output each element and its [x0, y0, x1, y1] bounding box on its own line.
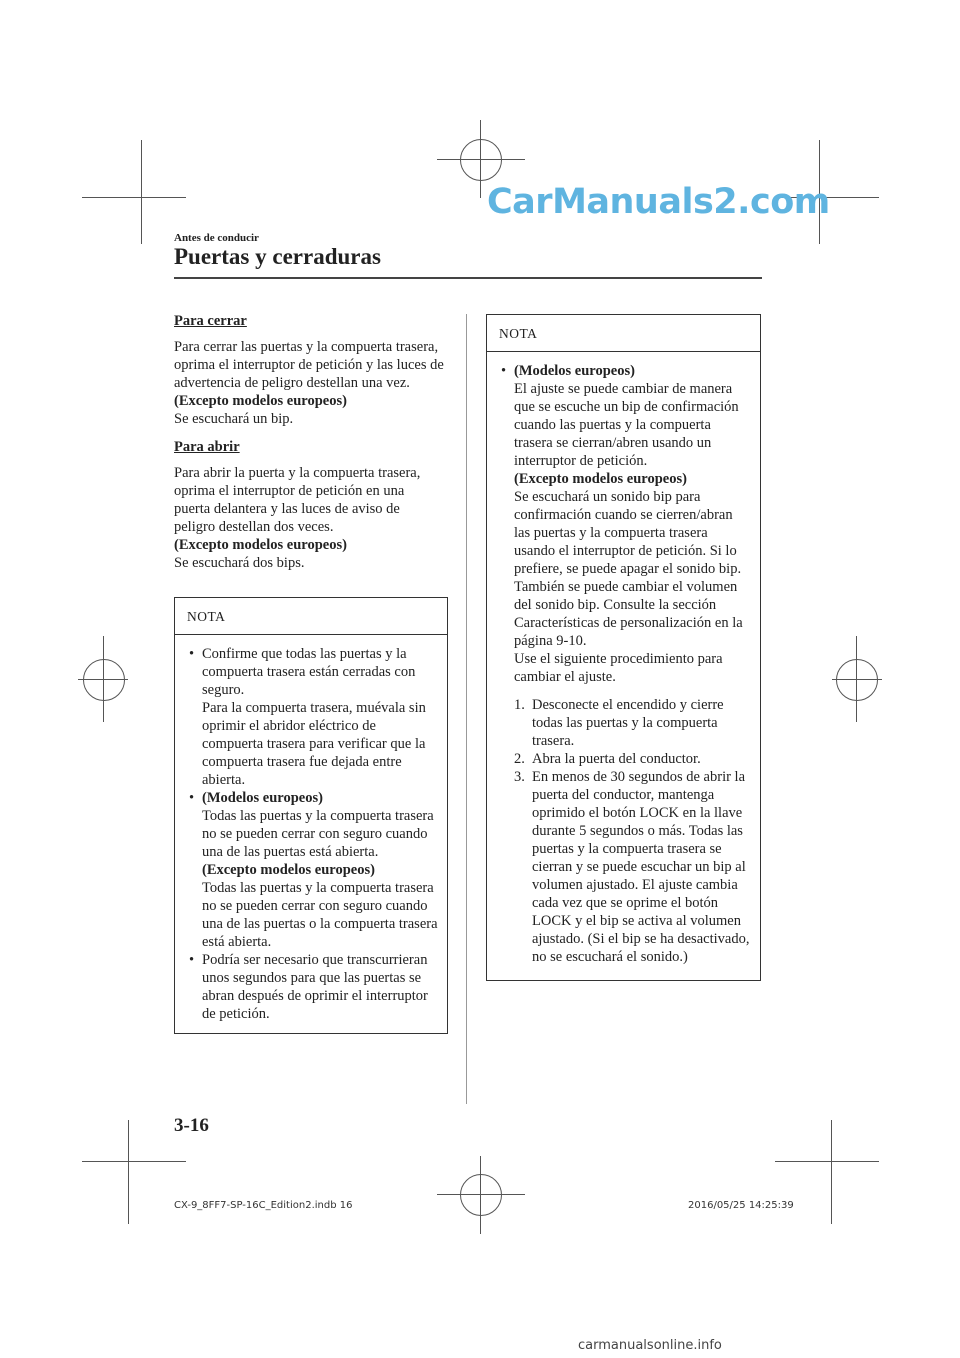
step-text: En menos de 30 segundos de abrir la puerta del conductor, mantenga oprimido el botón LOCK en la llave durante 5 segundos o más. Todas las puertas y la compuerta trasera se cierran y se puede escuchar un bip al volumen ajustado. El ajuste cambia cada vez que se oprime el botón LOCK y el bip se activa al volumen ajustado. (Si el bip se ha desactivado, no se escuchará el sonido.) [532, 769, 750, 965]
close-text: Para cerrar las puertas y la compuerta trasera, oprima el interruptor de petición y las luces de advertencia de peligro destellan una vez. [174, 339, 444, 391]
note-bullet-item [187, 645, 439, 789]
step-number: 3. [514, 769, 525, 785]
close-bold: (Excepto modelos europeos) [174, 393, 347, 409]
note-text: Todas las puertas y la compuerta trasera no se pueden cerrar con seguro cuando una de las puertas o la compuerta trasera está abierta. [202, 880, 438, 950]
open-heading: Para abrir [174, 439, 240, 455]
footer-file-info: CX-9_8FF7-SP-16C_Edition2.indb 16 [174, 1200, 353, 1211]
note-text: Todas las puertas y la compuerta trasera no se pueden cerrar con seguro cuando una de las puertas está abierta. [202, 808, 434, 860]
watermark-logo: CarManuals2.com [487, 182, 830, 222]
header-rule [174, 277, 762, 279]
note-title: NOTA [175, 598, 447, 635]
footer-date-info: 2016/05/25 14:25:39 [688, 1200, 794, 1211]
note-text: Confirme que todas las puertas y la compuerta trasera están cerradas con seguro. [202, 646, 416, 698]
step-item [514, 750, 752, 768]
note-text: Se escuchará un sonido bip para confirmación cuando se cierren/abran las puertas y la compuerta trasera usando el interruptor de petición. Si lo prefiere, se puede apagar el sonido bip. [514, 489, 742, 577]
open-text: Para abrir la puerta y la compuerta trasera, oprima el interruptor de petición en una puerta delantera y las luces de aviso de peligro destellan dos veces. [174, 465, 421, 535]
section-label: Antes de conducir [174, 232, 259, 244]
bullet-dot: • [501, 363, 507, 379]
step-item [514, 768, 752, 966]
page-title: Puertas y cerraduras [174, 244, 381, 269]
step-item [514, 696, 752, 750]
step-text: Abra la puerta del conductor. [532, 751, 701, 767]
note-box-2 [486, 314, 761, 981]
note-bullet-item [499, 362, 752, 966]
note-bullet-item [187, 951, 439, 1023]
note-title: NOTA [487, 315, 760, 352]
note-box-1 [174, 597, 448, 1034]
step-text: Desconecte el encendido y cierre todas las puertas y la compuerta trasera. [532, 697, 724, 749]
steps-list [514, 696, 752, 966]
step-number: 2. [514, 751, 525, 767]
note-text: Use el siguiente procedimiento para cambiar el ajuste. [514, 651, 723, 685]
bullet-dot: • [189, 646, 195, 662]
note-bold: (Excepto modelos europeos) [514, 471, 687, 487]
open-bold: (Excepto modelos europeos) [174, 537, 347, 553]
note-bullet-item [187, 789, 439, 951]
bullet-dot: • [189, 952, 195, 968]
bullet-dot: • [189, 790, 195, 806]
note-bold: (Modelos europeos) [514, 363, 635, 379]
close-heading: Para cerrar [174, 313, 247, 329]
note-bold: (Excepto modelos europeos) [202, 862, 375, 878]
column-divider [466, 314, 467, 1104]
left-column [174, 312, 444, 572]
note-bold: (Modelos europeos) [202, 790, 323, 806]
close-after: Se escuchará un bip. [174, 411, 294, 427]
note-text: También se puede cambiar el volumen del sonido bip. Consulte la sección Características de personalización en la página 9-10. [514, 579, 743, 649]
step-number: 1. [514, 697, 525, 713]
open-after: Se escuchará dos bips. [174, 555, 305, 571]
note-text: Podría ser necesario que transcurrieran unos segundos para que las puertas se abran después de oprimir el interruptor de petición. [202, 952, 428, 1022]
footer-watermark: carmanualsonline.info [578, 1338, 722, 1353]
note-text: El ajuste se puede cambiar de manera que se escuche un bip de confirmación cuando las puertas y la compuerta trasera se cierran/abren usando un interruptor de petición. [514, 381, 739, 469]
page-number: 3-16 [174, 1115, 209, 1136]
note-text: Para la compuerta trasera, muévala sin oprimir el abridor eléctrico de compuerta trasera para verificar que la compuerta trasera fue dejada entre abierta. [202, 700, 426, 788]
